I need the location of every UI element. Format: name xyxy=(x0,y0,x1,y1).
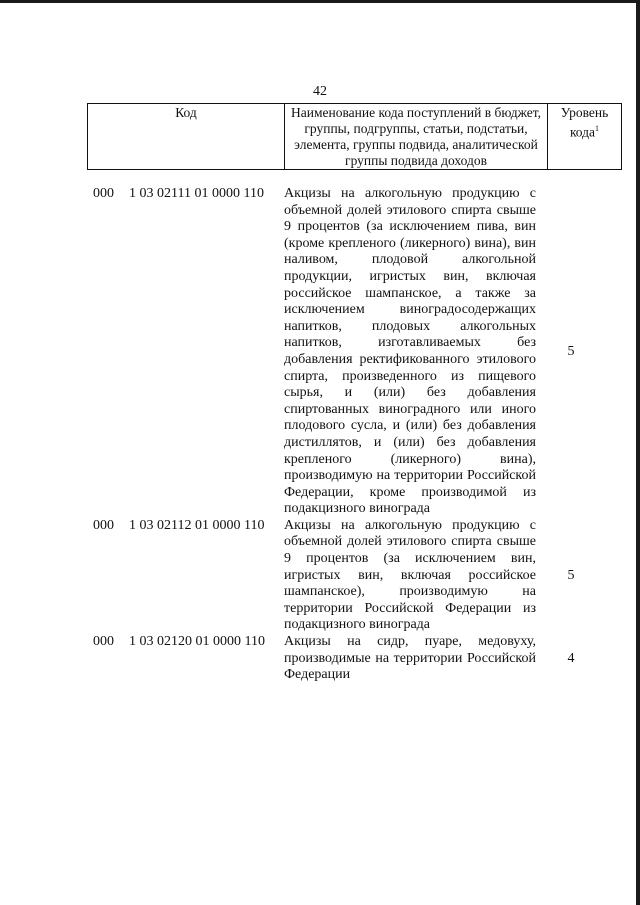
table-row xyxy=(93,518,606,634)
row-level: 5 xyxy=(567,343,575,359)
table-row xyxy=(93,186,606,518)
header-code: Код xyxy=(88,104,285,170)
scan-border-right xyxy=(636,0,640,905)
table-row xyxy=(93,634,606,684)
row-code: 1 03 02112 01 0000 110 xyxy=(129,517,265,533)
row-code: 1 03 02120 01 0000 110 xyxy=(129,634,265,650)
row-prefix: 000 xyxy=(93,186,114,201)
row-name: Акцизы на алкогольную продукцию с объемной долей этилового спирта свыше 9 процентов (за исключением пива, вин (кроме крепленого (ликерного) вина), вин наливом, плодовой алкогольной продукции, игристых вин, включая российское шампанское, а также за исключением виноградосодержащих напитков, плодовых алкогольных напитков, изготавливаемых без добавления ректификованного этилового спирта, произведенного из пищевого сырья, и (или) без добавления спиртованных виноградного или иного плодового сусла, и (или) без добавления дистиллятов, и (или) без добавления крепленого (ликерного) вина), производимую на территории Российской Федерации, кроме производимой из подакцизного винограда xyxy=(284,186,536,517)
row-prefix: 000 xyxy=(93,517,114,533)
page-number: 42 xyxy=(313,84,327,99)
header-level-label: Уровень кода xyxy=(560,105,609,140)
table-body xyxy=(93,186,606,684)
header-name: Наименование кода поступлений в бюджет, группы, подгруппы, статьи, подстатьи, элемента, группы подвида, аналитической группы подвида доходов xyxy=(285,104,548,170)
row-name: Акцизы на алкогольную продукцию с объемной долей этилового спирта свыше 9 процентов (за исключением вин, игристых вин, включая российское шампанское), производимую на территории Российской Федерации из подакцизного винограда xyxy=(284,517,536,633)
row-prefix: 000 xyxy=(93,634,114,650)
row-level: 5 xyxy=(567,567,575,583)
row-name: Акцизы на сидр, пуаре, медовуху, производимые на территории Российской Федерации xyxy=(284,634,536,683)
header-level xyxy=(548,104,622,170)
row-level: 4 xyxy=(567,650,575,666)
header-level-footnote: 1 xyxy=(595,124,600,133)
table-header xyxy=(87,103,622,170)
scan-border-top xyxy=(0,0,640,3)
row-code: 1 03 02111 01 0000 110 xyxy=(129,186,264,201)
